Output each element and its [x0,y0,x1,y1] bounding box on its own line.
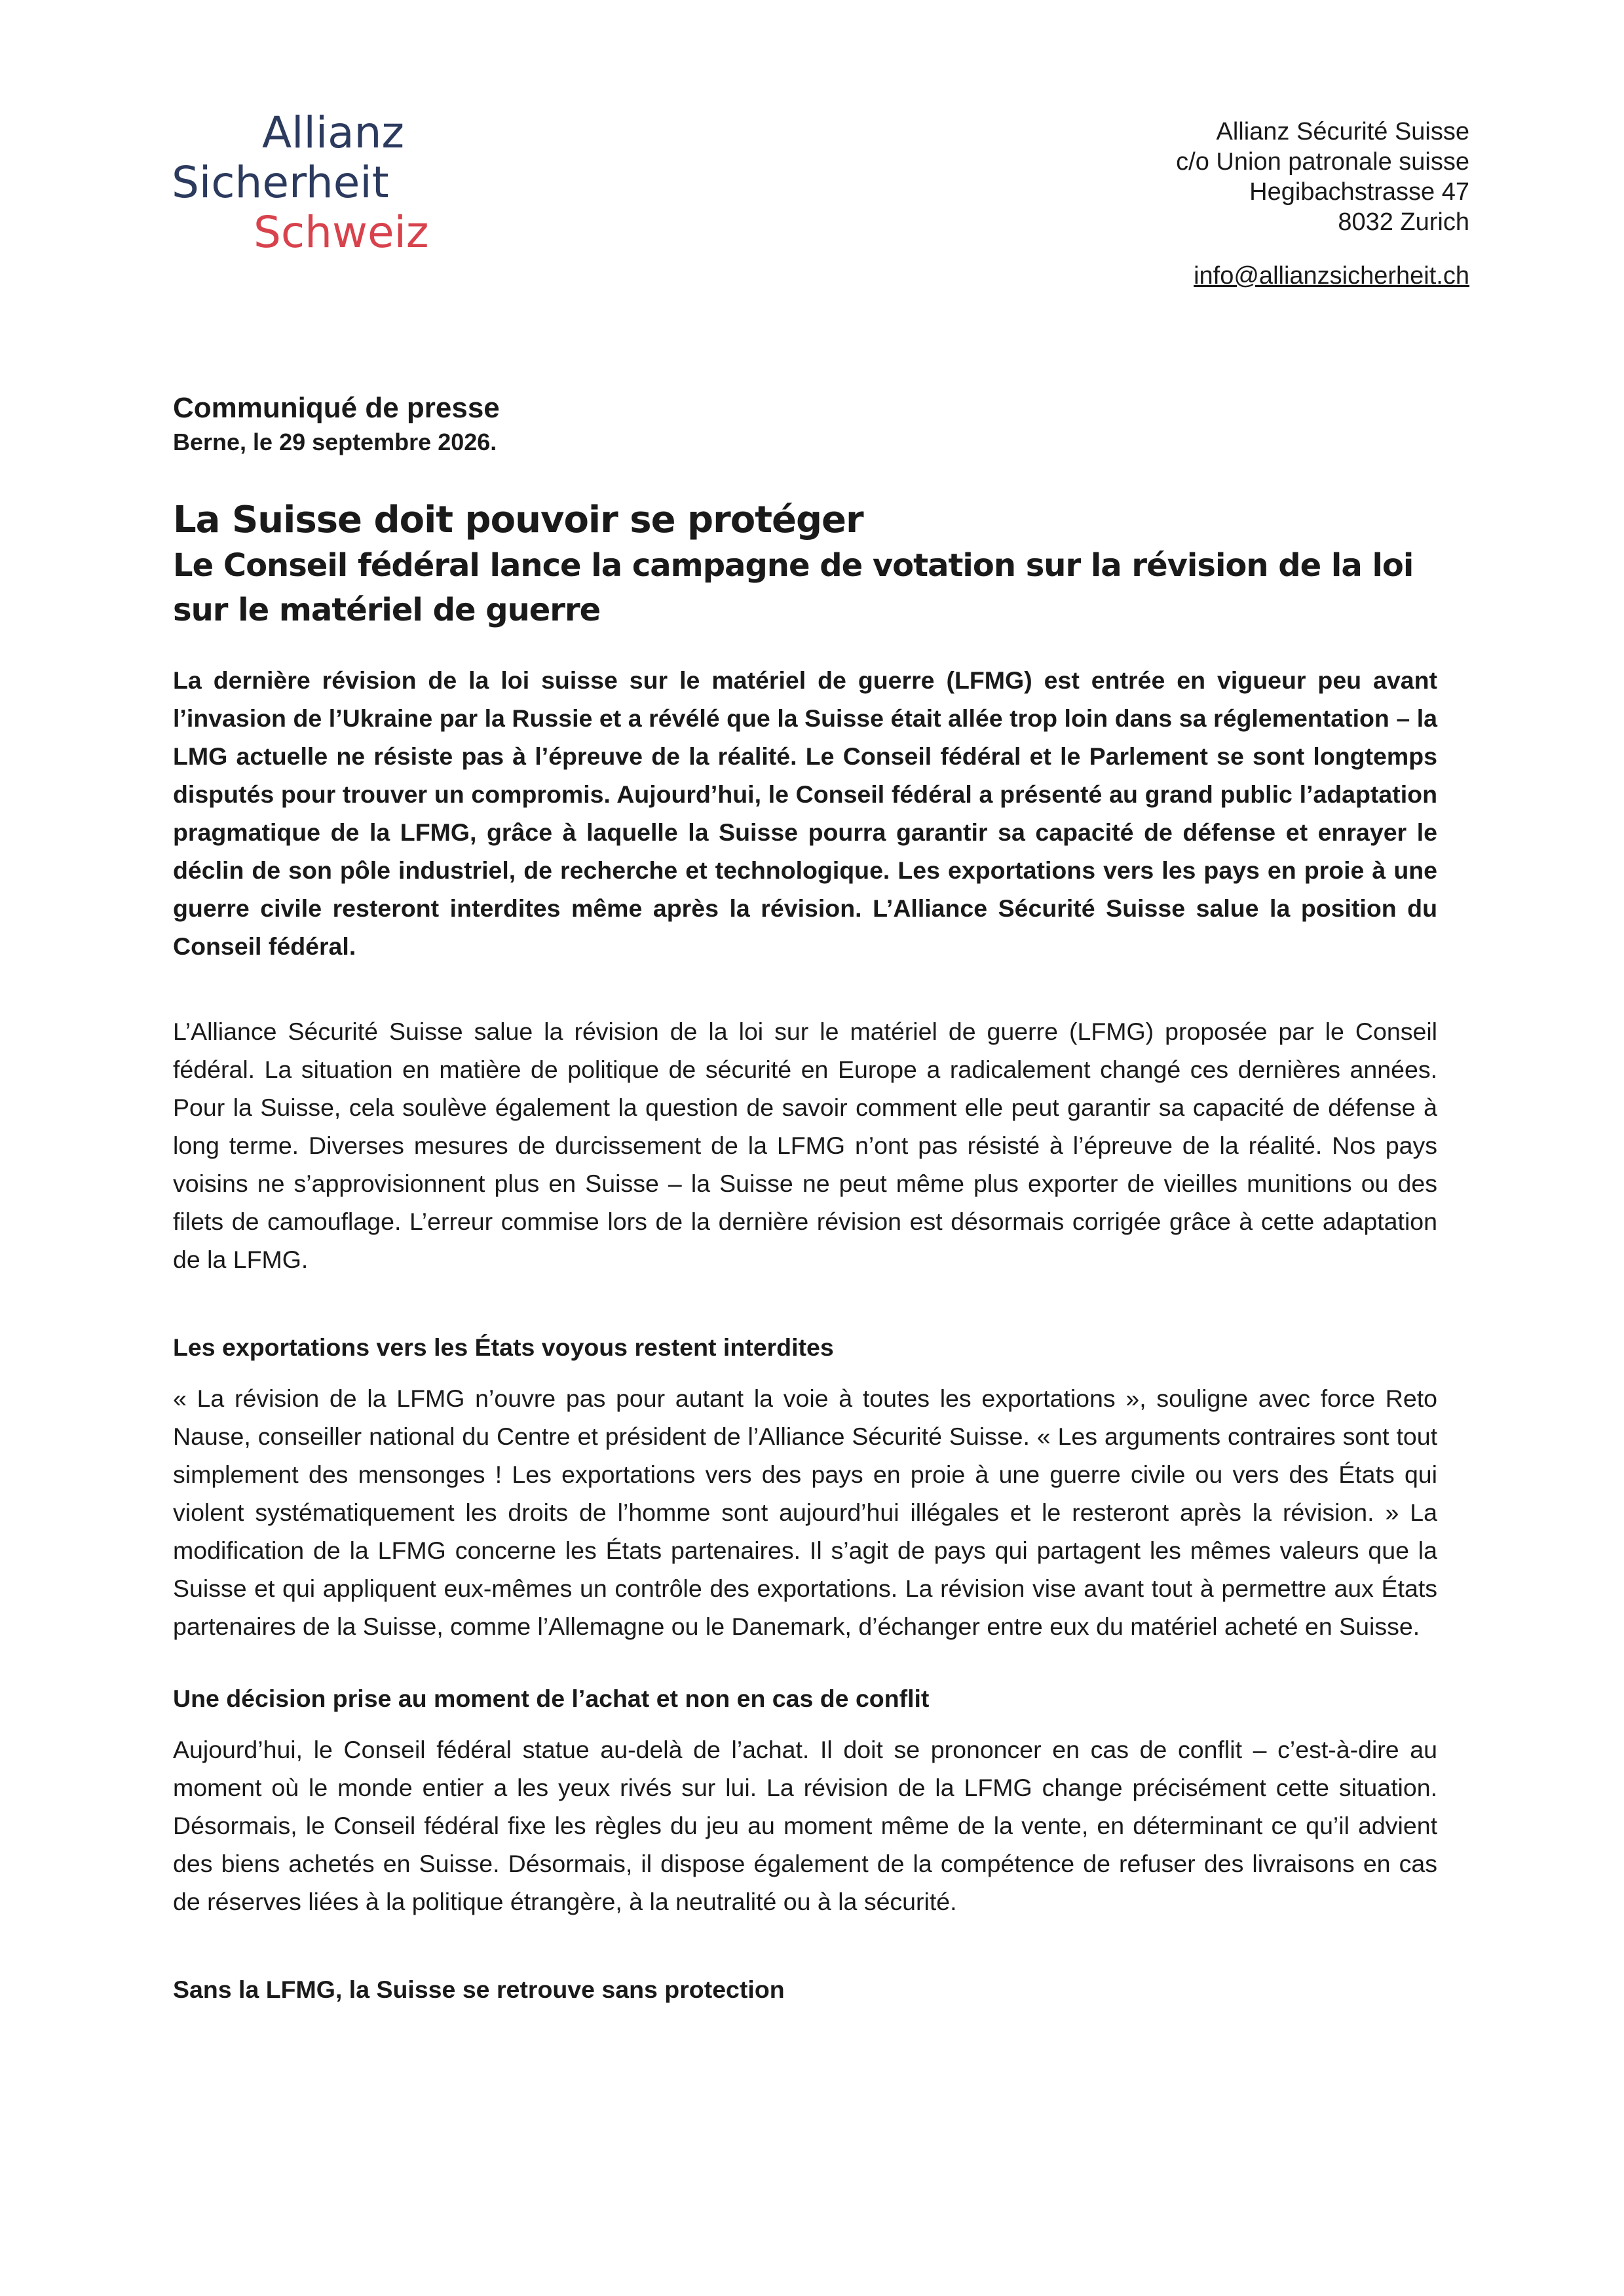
logo [172,108,429,258]
logo-line-sicherheit: Sicherheit [172,157,389,208]
headline: La Suisse doit pouvoir se protéger [173,499,863,541]
section-text-rogue-states: « La révision de la LFMG n’ouvre pas pour autant la voie à toutes les exportations », souligne avec force Reto Nause, conseiller national du Centre et président de l’Alliance Sécurité Suisse. « Les arguments contraires sont tout simplement des mensonges ! Les exportations vers des pays en proie à une guerre civile ou vers des États qui violent systématiquement les droits de l’homme sont aujourd’hui illégales et le resteront après la révision. » La modification de la LFMG concerne les États partenaires. Il s’agit de pays qui partagent les mêmes valeurs que la Suisse et qui appliquent eux-mêmes un contrôle des exportations. La révision vise avant tout à permettre aux États partenaires de la Suisse, comme l’Allemagne ou le Danemark, d’échanger entre eux du matériel acheté en Suisse. [173,1385,1437,1640]
email-link[interactable]: info@allianzsicherheit.ch [1194,262,1469,290]
lead-paragraph: La dernière révision de la loi suisse sur le matériel de guerre (LFMG) est entrée en vigueur peu avant l’invasion de l’Ukraine par la Russie et a révélé que la Suisse était allée trop loin dans sa réglementation – la LMG actuelle ne résiste pas à l’épreuve de la réalité. Le Conseil fédéral et le Parlement se sont longtemps disputés pour trouver un compromis. Aujourd’hui, le Conseil fédéral a présenté au grand public l’adaptation pragmatique de la LFMG, grâce à laquelle la Suisse pourra garantir sa capacité de défense et enrayer le déclin de son pôle industriel, de recherche et technologique. Les exportations vers les pays en proie à une guerre civile resteront interdites même après la révision. L’Alliance Sécurité Suisse salue la position du Conseil fédéral. [173,666,1437,960]
subheadline: Le Conseil fédéral lance la campagne de votation sur la révision de la loi sur le matériel de guerre [173,547,1414,628]
document-body [173,390,1437,2021]
section-title-purchase-decision: Une décision prise au moment de l’achat et non en cas de conflit [173,1685,930,1712]
address-street: Hegibachstrasse 47 [1249,178,1469,206]
logo-line-schweiz: Schweiz [254,207,429,258]
press-release-label: Communiqué de presse [173,392,500,424]
logo-line-allianz: Allianz [262,107,405,158]
address-org: Allianz Sécurité Suisse [1216,118,1469,145]
section-title-rogue-states: Les exportations vers les États voyous restent interdites [173,1333,834,1361]
section-title-no-protection: Sans la LFMG, la Suisse se retrouve sans protection [173,1976,785,2003]
dateline: Berne, le 29 septembre 2026. [173,429,497,455]
intro-paragraph: L’Alliance Sécurité Suisse salue la révision de la loi sur le matériel de guerre (LFMG) proposée par le Conseil fédéral. La situation en matière de politique de sécurité en Europe a radicalement changé ces dernières années. Pour la Suisse, cela soulève également la question de savoir comment elle peut garantir sa capacité de défense à long terme. Diverses mesures de durcissement de la LFMG n’ont pas résisté à l’épreuve de la réalité. Nos pays voisins ne s’approvisionnent plus en Suisse – la Suisse ne peut même plus exporter de vieilles munitions ou des filets de camouflage. L’erreur commise lors de la dernière révision est désormais corrigée grâce à cette adaptation de la LFMG. [173,1018,1437,1273]
section-text-purchase-decision: Aujourd’hui, le Conseil fédéral statue au-delà de l’achat. Il doit se prononcer en cas de conflit – c’est-à-dire au moment où le monde entier a les yeux rivés sur lui. La révision de la LFMG change précisément cette situation. Désormais, le Conseil fédéral fixe les règles du jeu au moment même de la vente, en déterminant ce qu’il advient des biens achetés en Suisse. Désormais, il dispose également de la compétence de refuser des livraisons en cas de réserves liées à la politique étrangère, à la neutralité ou à la sécurité. [173,1736,1437,1915]
address-co: c/o Union patronale suisse [1176,148,1469,176]
sender-address [1176,117,1469,291]
address-city: 8032 Zurich [1338,208,1469,236]
